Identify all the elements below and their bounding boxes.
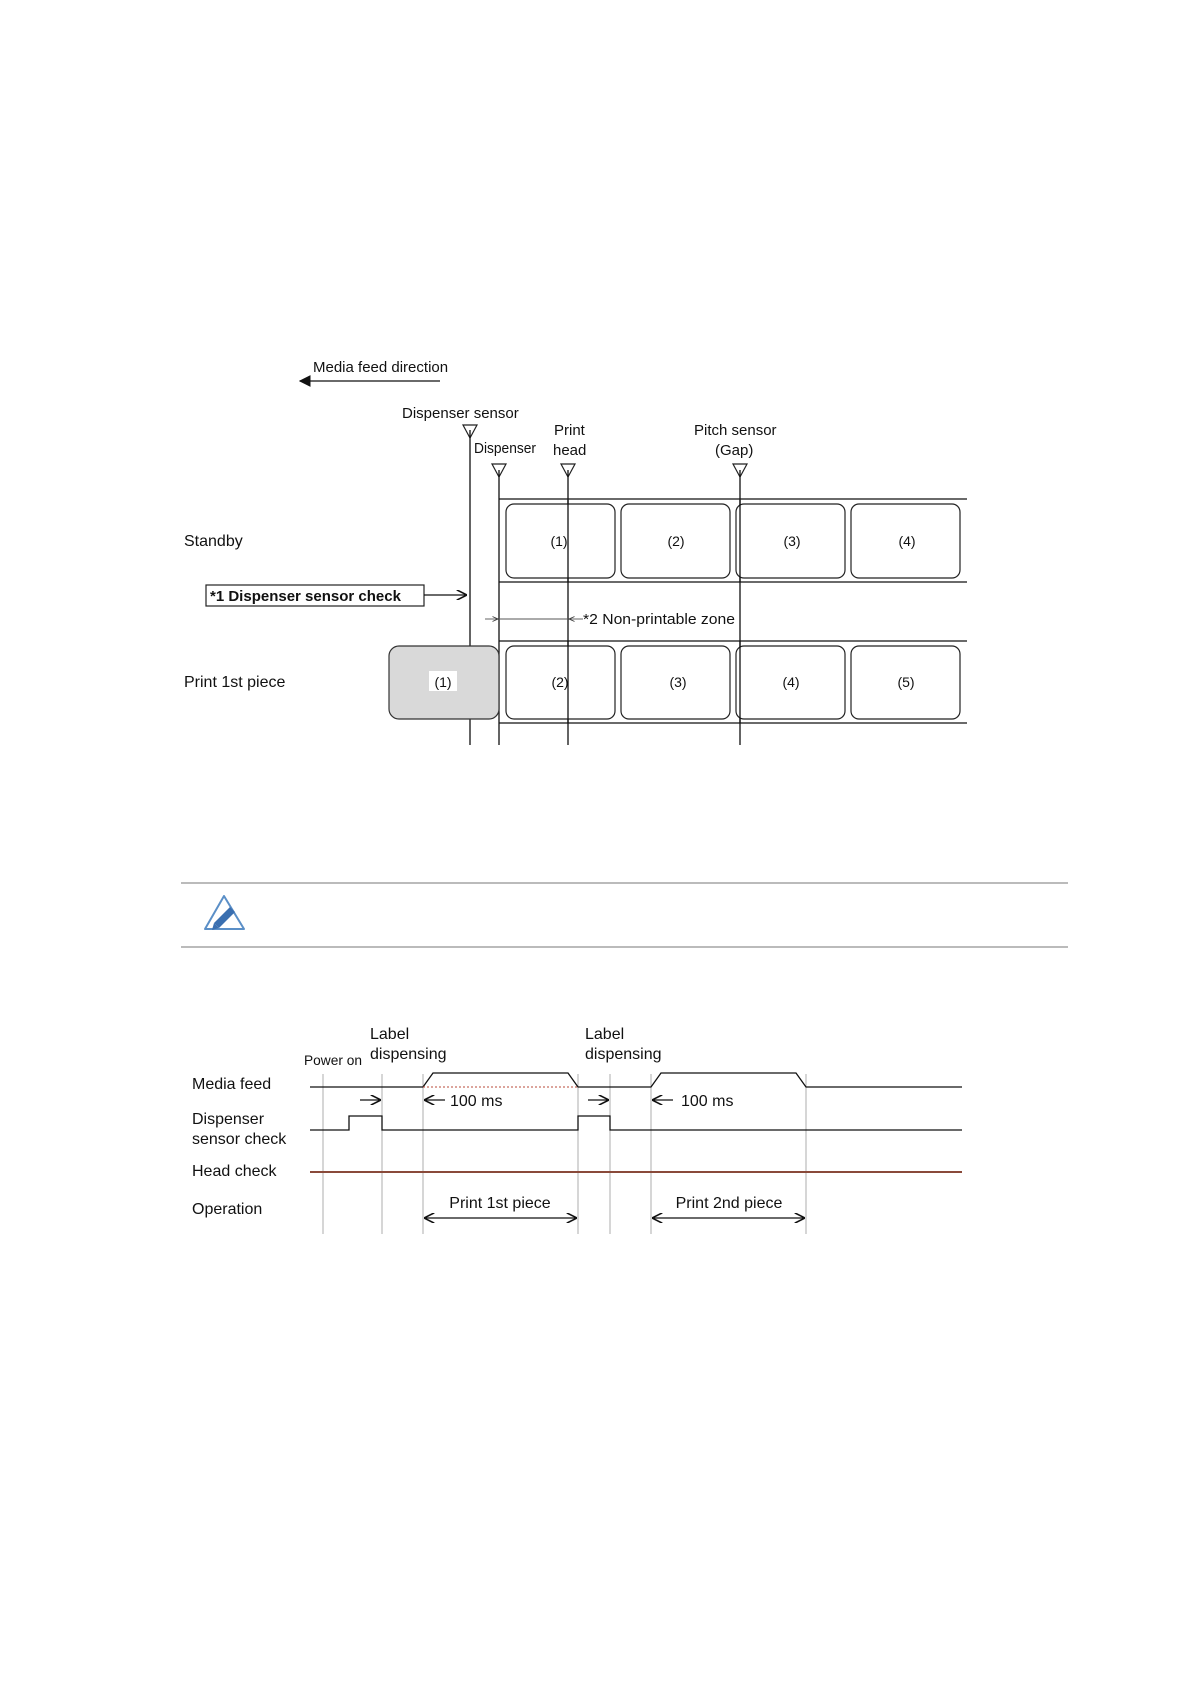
print-head-label-line1: Print (554, 422, 585, 439)
dispenser-label: Dispenser (474, 440, 537, 457)
delay-2-label: 100 ms (681, 1093, 734, 1110)
pencil-note-icon (205, 896, 244, 930)
standby-labels (506, 500, 960, 582)
signal-head-check: Head check (192, 1163, 277, 1180)
print-label-4-text: (4) (782, 674, 800, 690)
print-labels (506, 641, 960, 723)
signal-dispenser-line1: Dispenser (192, 1111, 265, 1128)
timing-chart (192, 1026, 962, 1234)
delay-1-label: 100 ms (450, 1093, 503, 1110)
signal-dispenser-line2: sensor check (192, 1131, 287, 1148)
standby-label-2-text: (2) (667, 533, 685, 549)
print-label-2-text: (2) (551, 674, 569, 690)
print-label-5-text: (5) (897, 674, 915, 690)
signal-operation: Operation (192, 1201, 263, 1218)
operation-2-label: Print 2nd piece (675, 1195, 783, 1212)
media-feed-waveform (310, 1073, 962, 1087)
feed-diagram (184, 359, 967, 745)
operation-1-label: Print 1st piece (449, 1195, 551, 1212)
row-standby-label: Standby (184, 533, 243, 550)
standby-label-4-text: (4) (898, 533, 916, 549)
standby-label-1-text: (1) (550, 533, 568, 549)
pitch-sensor-label-line2: (Gap) (715, 442, 754, 459)
note-bar (181, 883, 1068, 947)
dispenser-sensor-label: Dispenser sensor (402, 405, 519, 422)
pitch-sensor-label-line1: Pitch sensor (694, 422, 777, 439)
nonprintable-note: *2 Non-printable zone (583, 611, 735, 628)
sensor-check-note: *1 Dispenser sensor check (210, 588, 401, 605)
label-dispensing-2-line2: dispensing (585, 1046, 662, 1063)
print-label-3-text: (3) (669, 674, 687, 690)
dispenser-check-waveform (310, 1116, 962, 1130)
standby-label-3-text: (3) (783, 533, 801, 549)
label-dispensing-2-line1: Label (585, 1026, 625, 1043)
label-dispensing-1-line2: dispensing (370, 1046, 447, 1063)
print-head-label-line2: head (553, 442, 587, 459)
signal-media-feed: Media feed (192, 1076, 272, 1093)
row-print-label: Print 1st piece (184, 674, 286, 691)
label-dispensing-1-line1: Label (370, 1026, 410, 1043)
dispensed-label-text: (1) (434, 674, 452, 690)
media-feed-direction-label: Media feed direction (313, 359, 449, 376)
power-on-label: Power on (304, 1052, 362, 1068)
